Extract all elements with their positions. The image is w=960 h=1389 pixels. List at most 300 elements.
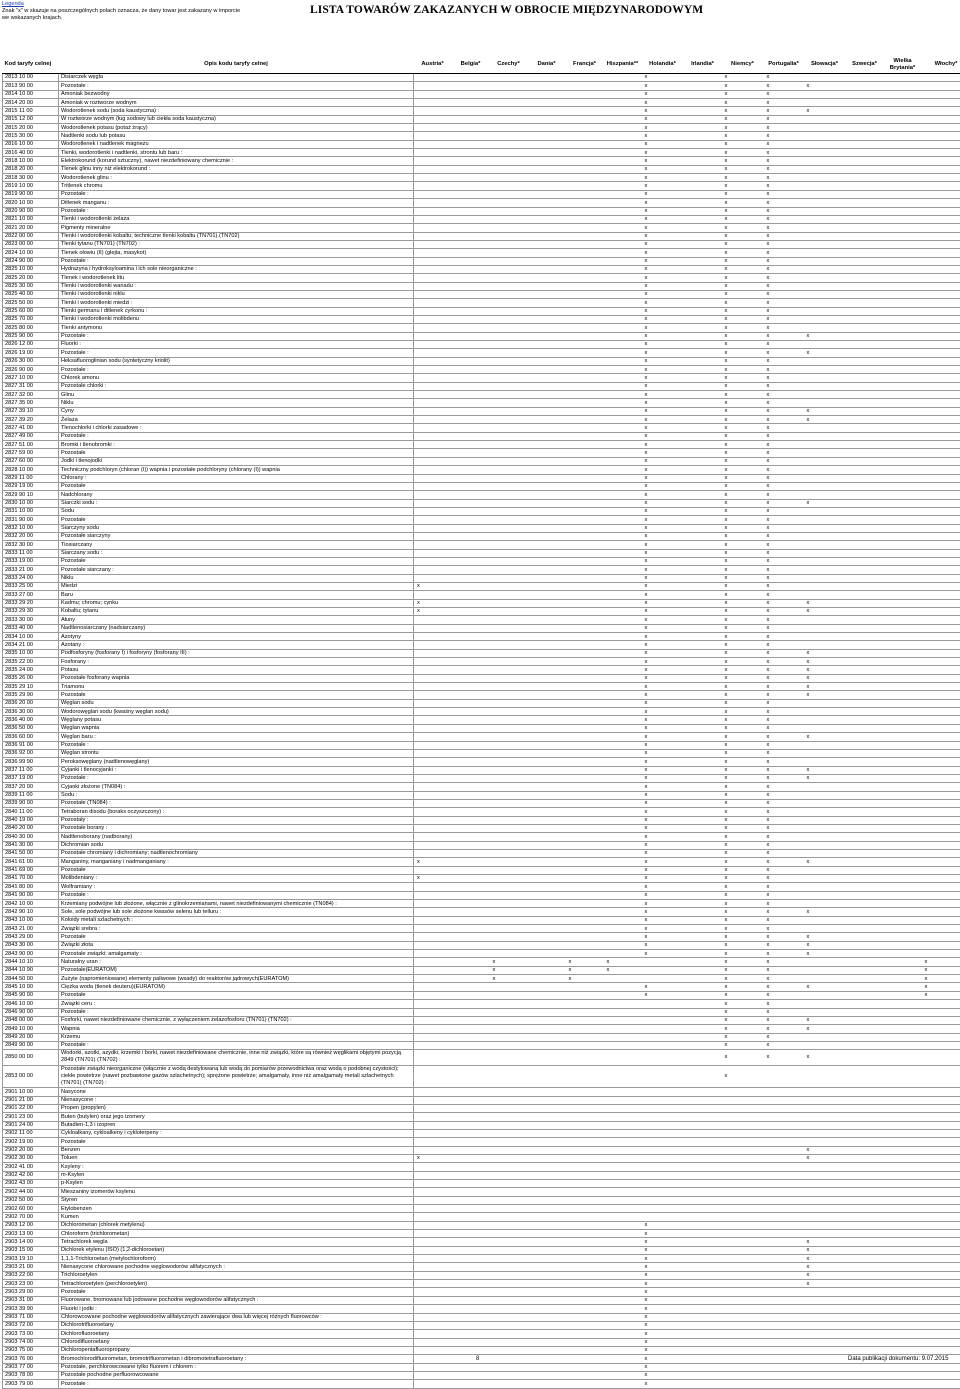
- ban-mark-cell: [922, 733, 960, 741]
- ban-mark-cell: [684, 916, 722, 924]
- table-row: [3, 1338, 960, 1346]
- ban-mark-cell: x: [764, 1033, 804, 1041]
- description-cell: Wodorotlenek i nadtlenek magnezu: [59, 140, 414, 148]
- ban-mark-cell: [566, 99, 604, 107]
- table-row: [3, 307, 960, 315]
- ban-mark-cell: [884, 1230, 922, 1238]
- table-row: [3, 315, 960, 323]
- ban-mark-cell: [452, 1138, 490, 1146]
- ban-mark-cell: [846, 299, 884, 307]
- ban-mark-cell: x: [764, 774, 804, 782]
- ban-mark-cell: x: [642, 791, 684, 799]
- ban-mark-cell: [452, 357, 490, 365]
- ban-mark-cell: [604, 1280, 642, 1288]
- ban-mark-cell: [490, 933, 528, 941]
- ban-mark-cell: [846, 1113, 884, 1121]
- description-cell: Pozostałe: [59, 1138, 414, 1146]
- ban-mark-cell: x: [490, 966, 528, 974]
- ban-mark-cell: [490, 491, 528, 499]
- ban-mark-cell: [684, 1113, 722, 1121]
- ban-mark-cell: [884, 799, 922, 807]
- ban-mark-cell: [684, 766, 722, 774]
- description-cell: Niklu: [59, 399, 414, 407]
- ban-mark-cell: [414, 140, 452, 148]
- description-cell: Pozostałe fosforany wapnia: [59, 674, 414, 682]
- table-row: [3, 1146, 960, 1154]
- ban-mark-cell: [684, 199, 722, 207]
- ban-mark-cell: x: [764, 866, 804, 874]
- tariff-code-cell: 2903 78 00: [3, 1371, 59, 1379]
- ban-mark-cell: [452, 1065, 490, 1088]
- ban-mark-cell: [684, 591, 722, 599]
- tariff-code-cell: 2827 39 20: [3, 416, 59, 424]
- ban-mark-cell: x: [566, 975, 604, 983]
- ban-mark-cell: [604, 199, 642, 207]
- table-row: [3, 215, 960, 223]
- ban-mark-cell: [922, 933, 960, 941]
- ban-mark-cell: [490, 774, 528, 782]
- ban-mark-cell: x: [722, 366, 764, 374]
- description-cell: Ksyleny :: [59, 1163, 414, 1171]
- ban-mark-cell: [884, 1138, 922, 1146]
- ban-mark-cell: [414, 299, 452, 307]
- ban-mark-cell: x: [804, 599, 846, 607]
- ban-mark-cell: [528, 849, 566, 857]
- description-cell: Chlorodifluoroetany: [59, 1338, 414, 1346]
- ban-mark-cell: [490, 733, 528, 741]
- ban-mark-cell: [846, 1213, 884, 1221]
- description-cell: Cyjanki złożone (TN084) :: [59, 783, 414, 791]
- ban-mark-cell: [452, 182, 490, 190]
- ban-mark-cell: [452, 315, 490, 323]
- ban-mark-cell: [922, 432, 960, 440]
- ban-mark-cell: [490, 449, 528, 457]
- ban-mark-cell: [884, 549, 922, 557]
- ban-mark-cell: [604, 716, 642, 724]
- ban-mark-cell: x: [642, 99, 684, 107]
- ban-mark-cell: x: [642, 341, 684, 349]
- tariff-code-cell: 2835 29 90: [3, 691, 59, 699]
- ban-mark-cell: [452, 824, 490, 832]
- table-row: [3, 1288, 960, 1296]
- ban-mark-cell: x: [764, 482, 804, 490]
- ban-mark-cell: [566, 1050, 604, 1065]
- ban-mark-cell: [528, 557, 566, 565]
- ban-mark-cell: [884, 1280, 922, 1288]
- ban-mark-cell: [528, 774, 566, 782]
- ban-mark-cell: x: [764, 107, 804, 115]
- ban-mark-cell: [452, 1000, 490, 1008]
- ban-mark-cell: [490, 357, 528, 365]
- ban-mark-cell: [846, 115, 884, 123]
- tariff-code-cell: 2821 10 00: [3, 215, 59, 223]
- ban-mark-cell: x: [722, 357, 764, 365]
- tariff-code-cell: 2844 10 10: [3, 958, 59, 966]
- table-row: [3, 708, 960, 716]
- ban-mark-cell: x: [764, 307, 804, 315]
- ban-mark-cell: x: [642, 1246, 684, 1254]
- ban-mark-cell: x: [642, 875, 684, 883]
- table-row: [3, 849, 960, 857]
- ban-mark-cell: [490, 724, 528, 732]
- ban-mark-cell: [604, 666, 642, 674]
- ban-mark-cell: [884, 816, 922, 824]
- ban-mark-cell: [922, 416, 960, 424]
- ban-mark-cell: [528, 1255, 566, 1263]
- ban-mark-cell: [452, 1371, 490, 1379]
- ban-mark-cell: [490, 265, 528, 273]
- ban-mark-cell: x: [764, 716, 804, 724]
- ban-mark-cell: [604, 616, 642, 624]
- ban-mark-cell: [922, 524, 960, 532]
- ban-mark-cell: [722, 1371, 764, 1379]
- ban-mark-cell: [414, 315, 452, 323]
- ban-mark-cell: [846, 482, 884, 490]
- ban-mark-cell: [490, 925, 528, 933]
- ban-mark-cell: x: [642, 758, 684, 766]
- ban-mark-cell: x: [642, 499, 684, 507]
- table-row: [3, 157, 960, 165]
- ban-mark-cell: [922, 182, 960, 190]
- ban-mark-cell: [528, 324, 566, 332]
- ban-mark-cell: [922, 674, 960, 682]
- ban-mark-cell: x: [722, 516, 764, 524]
- ban-mark-cell: [884, 1338, 922, 1346]
- ban-mark-cell: x: [804, 691, 846, 699]
- ban-mark-cell: x: [722, 441, 764, 449]
- ban-mark-cell: x: [642, 424, 684, 432]
- ban-mark-cell: [566, 599, 604, 607]
- ban-mark-cell: [922, 466, 960, 474]
- ban-mark-cell: [528, 783, 566, 791]
- ban-mark-cell: [490, 182, 528, 190]
- ban-mark-cell: [452, 1050, 490, 1065]
- ban-mark-cell: [604, 491, 642, 499]
- ban-mark-cell: [722, 1171, 764, 1179]
- ban-mark-cell: x: [642, 315, 684, 323]
- ban-mark-cell: [566, 950, 604, 958]
- ban-mark-cell: [846, 591, 884, 599]
- ban-mark-cell: [922, 1238, 960, 1246]
- ban-mark-cell: [528, 966, 566, 974]
- ban-mark-cell: x: [642, 532, 684, 540]
- ban-mark-cell: [528, 1271, 566, 1279]
- ban-mark-cell: [414, 641, 452, 649]
- ban-mark-cell: [684, 499, 722, 507]
- ban-mark-cell: [490, 1296, 528, 1304]
- ban-mark-cell: [452, 683, 490, 691]
- ban-mark-cell: [804, 724, 846, 732]
- ban-mark-cell: [604, 1033, 642, 1041]
- ban-mark-cell: [566, 841, 604, 849]
- ban-mark-cell: [884, 290, 922, 298]
- legend-title[interactable]: Legenda: [2, 1, 242, 8]
- ban-mark-cell: x: [642, 1313, 684, 1321]
- ban-mark-cell: x: [490, 975, 528, 983]
- tariff-code-cell: 2844 50 00: [3, 975, 59, 983]
- ban-mark-cell: [566, 107, 604, 115]
- ban-mark-cell: [566, 274, 604, 282]
- ban-mark-cell: [490, 382, 528, 390]
- ban-mark-cell: [528, 1171, 566, 1179]
- ban-mark-cell: [566, 1330, 604, 1338]
- ban-mark-cell: [922, 866, 960, 874]
- tariff-code-cell: 2820 90 00: [3, 207, 59, 215]
- ban-mark-cell: x: [642, 491, 684, 499]
- ban-mark-cell: [452, 1238, 490, 1246]
- ban-mark-cell: [528, 1088, 566, 1096]
- ban-mark-cell: [804, 1330, 846, 1338]
- ban-mark-cell: [922, 190, 960, 198]
- ban-mark-cell: [452, 624, 490, 632]
- ban-mark-cell: x: [642, 107, 684, 115]
- ban-mark-cell: x: [722, 232, 764, 240]
- ban-mark-cell: [414, 1016, 452, 1024]
- ban-mark-cell: x: [642, 157, 684, 165]
- ban-mark-cell: [804, 299, 846, 307]
- ban-mark-cell: x: [922, 966, 960, 974]
- table-row: [3, 240, 960, 248]
- ban-mark-cell: [922, 457, 960, 465]
- ban-mark-cell: [684, 900, 722, 908]
- ban-mark-cell: [764, 1371, 804, 1379]
- ban-mark-cell: [684, 124, 722, 132]
- ban-mark-cell: x: [764, 975, 804, 983]
- ban-mark-cell: [452, 1041, 490, 1049]
- description-cell: Dichromian sodu: [59, 841, 414, 849]
- ban-mark-cell: [604, 232, 642, 240]
- ban-mark-cell: x: [804, 983, 846, 991]
- table-row: [3, 900, 960, 908]
- table-row: [3, 324, 960, 332]
- ban-mark-cell: [604, 658, 642, 666]
- ban-mark-cell: [604, 1330, 642, 1338]
- ban-mark-cell: [884, 324, 922, 332]
- ban-mark-cell: [528, 716, 566, 724]
- tariff-code-cell: 2833 30 00: [3, 616, 59, 624]
- ban-mark-cell: [414, 99, 452, 107]
- ban-mark-cell: x: [764, 391, 804, 399]
- ban-mark-cell: [452, 1346, 490, 1354]
- ban-mark-cell: [566, 557, 604, 565]
- ban-mark-cell: [846, 249, 884, 257]
- ban-mark-cell: x: [804, 1246, 846, 1254]
- ban-mark-cell: [528, 866, 566, 874]
- ban-mark-cell: x: [642, 724, 684, 732]
- ban-mark-cell: [684, 382, 722, 390]
- ban-mark-cell: x: [642, 407, 684, 415]
- ban-mark-cell: [684, 466, 722, 474]
- ban-mark-cell: [722, 1146, 764, 1154]
- ban-mark-cell: [884, 950, 922, 958]
- ban-mark-cell: x: [566, 958, 604, 966]
- ban-mark-cell: [804, 466, 846, 474]
- description-cell: Pozostałe: [59, 557, 414, 565]
- ban-mark-cell: [452, 582, 490, 590]
- ban-mark-cell: [414, 975, 452, 983]
- description-cell: Fosforki, nawet niezdefiniowane chemicznie, z wyłączeniem żelazofosforu (TN701) (TN702) :: [59, 1016, 414, 1024]
- ban-mark-cell: [604, 1363, 642, 1371]
- table-row: [3, 466, 960, 474]
- ban-mark-cell: [414, 257, 452, 265]
- ban-mark-cell: [452, 466, 490, 474]
- ban-mark-cell: [804, 833, 846, 841]
- ban-mark-cell: [490, 1121, 528, 1129]
- table-row: [3, 633, 960, 641]
- ban-mark-cell: x: [642, 82, 684, 90]
- ban-mark-cell: [722, 1263, 764, 1271]
- ban-mark-cell: [490, 674, 528, 682]
- ban-mark-cell: [684, 1330, 722, 1338]
- ban-mark-cell: [884, 240, 922, 248]
- ban-mark-cell: x: [764, 849, 804, 857]
- ban-mark-cell: [722, 1113, 764, 1121]
- ban-mark-cell: [604, 474, 642, 482]
- table-row: [3, 950, 960, 958]
- ban-mark-cell: [922, 766, 960, 774]
- ban-mark-cell: [414, 307, 452, 315]
- ban-mark-cell: x: [764, 99, 804, 107]
- ban-mark-cell: [922, 499, 960, 507]
- ban-mark-cell: [566, 766, 604, 774]
- ban-mark-cell: x: [722, 274, 764, 282]
- tariff-code-cell: 2818 10 00: [3, 157, 59, 165]
- ban-mark-cell: [604, 315, 642, 323]
- description-cell: Pozostałe chromiany i dichromiany; nadtlenochromiany: [59, 849, 414, 857]
- ban-mark-cell: [528, 1113, 566, 1121]
- ban-mark-cell: [452, 574, 490, 582]
- ban-mark-cell: x: [764, 933, 804, 941]
- ban-mark-cell: x: [722, 758, 764, 766]
- ban-mark-cell: [884, 1065, 922, 1088]
- ban-mark-cell: [684, 941, 722, 949]
- ban-mark-cell: [414, 1025, 452, 1033]
- table-row: [3, 574, 960, 582]
- ban-mark-cell: [764, 1129, 804, 1137]
- ban-mark-cell: [528, 1213, 566, 1221]
- ban-mark-cell: [414, 791, 452, 799]
- ban-mark-cell: [566, 299, 604, 307]
- ban-mark-cell: [804, 991, 846, 999]
- table-row: [3, 557, 960, 565]
- ban-mark-cell: [604, 691, 642, 699]
- ban-mark-cell: [922, 566, 960, 574]
- ban-mark-cell: x: [764, 382, 804, 390]
- ban-mark-cell: x: [722, 624, 764, 632]
- ban-mark-cell: [684, 357, 722, 365]
- ban-mark-cell: [528, 674, 566, 682]
- ban-mark-cell: x: [722, 532, 764, 540]
- ban-mark-cell: [684, 1213, 722, 1221]
- tariff-code-cell: 2846 90 00: [3, 1008, 59, 1016]
- ban-mark-cell: [684, 366, 722, 374]
- ban-mark-cell: [604, 90, 642, 98]
- tariff-code-cell: 2841 50 00: [3, 849, 59, 857]
- ban-mark-cell: x: [642, 432, 684, 440]
- ban-mark-cell: x: [764, 741, 804, 749]
- ban-mark-cell: [566, 849, 604, 857]
- description-cell: Wodorowęglan sodu (kwaśny węglan sodu): [59, 708, 414, 716]
- ban-mark-cell: x: [722, 182, 764, 190]
- ban-mark-cell: [566, 983, 604, 991]
- ban-mark-cell: [846, 1296, 884, 1304]
- ban-mark-cell: [566, 908, 604, 916]
- ban-mark-cell: [922, 90, 960, 98]
- ban-mark-cell: [490, 991, 528, 999]
- ban-mark-cell: [804, 99, 846, 107]
- ban-mark-cell: [846, 349, 884, 357]
- tariff-code-cell: 2902 20 00: [3, 1146, 59, 1154]
- ban-mark-cell: [566, 157, 604, 165]
- ban-mark-cell: [566, 1205, 604, 1213]
- ban-mark-cell: [922, 1288, 960, 1296]
- ban-mark-cell: [604, 1096, 642, 1104]
- ban-mark-cell: [684, 1050, 722, 1065]
- ban-mark-cell: [452, 290, 490, 298]
- ban-mark-cell: x: [722, 566, 764, 574]
- ban-mark-cell: [452, 741, 490, 749]
- ban-mark-cell: [566, 290, 604, 298]
- ban-mark-cell: x: [722, 1008, 764, 1016]
- ban-mark-cell: [604, 1221, 642, 1229]
- ban-mark-cell: [604, 1305, 642, 1313]
- ban-mark-cell: [922, 491, 960, 499]
- table-row: [3, 1355, 960, 1363]
- table-row: [3, 541, 960, 549]
- ban-mark-cell: [604, 741, 642, 749]
- table-row: [3, 1205, 960, 1213]
- ban-mark-cell: [604, 516, 642, 524]
- ban-mark-cell: [922, 900, 960, 908]
- ban-mark-cell: [528, 1154, 566, 1162]
- ban-mark-cell: x: [722, 824, 764, 832]
- ban-mark-cell: [452, 1255, 490, 1263]
- description-cell: Butadien-1,3 i izopren: [59, 1121, 414, 1129]
- tariff-code-cell: 2902 60 00: [3, 1205, 59, 1213]
- ban-mark-cell: [566, 774, 604, 782]
- ban-mark-cell: x: [642, 190, 684, 198]
- ban-mark-cell: [604, 733, 642, 741]
- ban-mark-cell: [414, 1065, 452, 1088]
- ban-mark-cell: [452, 507, 490, 515]
- ban-mark-cell: [414, 466, 452, 474]
- ban-mark-cell: [722, 1355, 764, 1363]
- ban-mark-cell: [884, 1296, 922, 1304]
- ban-mark-cell: [804, 849, 846, 857]
- tariff-code-cell: 2816 40 00: [3, 149, 59, 157]
- ban-mark-cell: [804, 366, 846, 374]
- ban-mark-cell: x: [642, 1288, 684, 1296]
- ban-mark-cell: [884, 791, 922, 799]
- ban-mark-cell: [528, 875, 566, 883]
- ban-mark-cell: [604, 466, 642, 474]
- description-cell: Wodorotlenek sodu (soda kaustyczna) :: [59, 107, 414, 115]
- ban-mark-cell: [804, 966, 846, 974]
- ban-mark-cell: x: [722, 582, 764, 590]
- ban-mark-cell: [884, 1008, 922, 1016]
- ban-mark-cell: [884, 808, 922, 816]
- ban-mark-cell: [846, 925, 884, 933]
- ban-mark-cell: [452, 99, 490, 107]
- table-row: [3, 933, 960, 941]
- ban-mark-cell: [566, 199, 604, 207]
- ban-mark-cell: [684, 1230, 722, 1238]
- table-row: [3, 875, 960, 883]
- ban-mark-cell: [804, 883, 846, 891]
- ban-mark-cell: x: [764, 315, 804, 323]
- table-row: [3, 883, 960, 891]
- description-cell: Tiosiarczany: [59, 541, 414, 549]
